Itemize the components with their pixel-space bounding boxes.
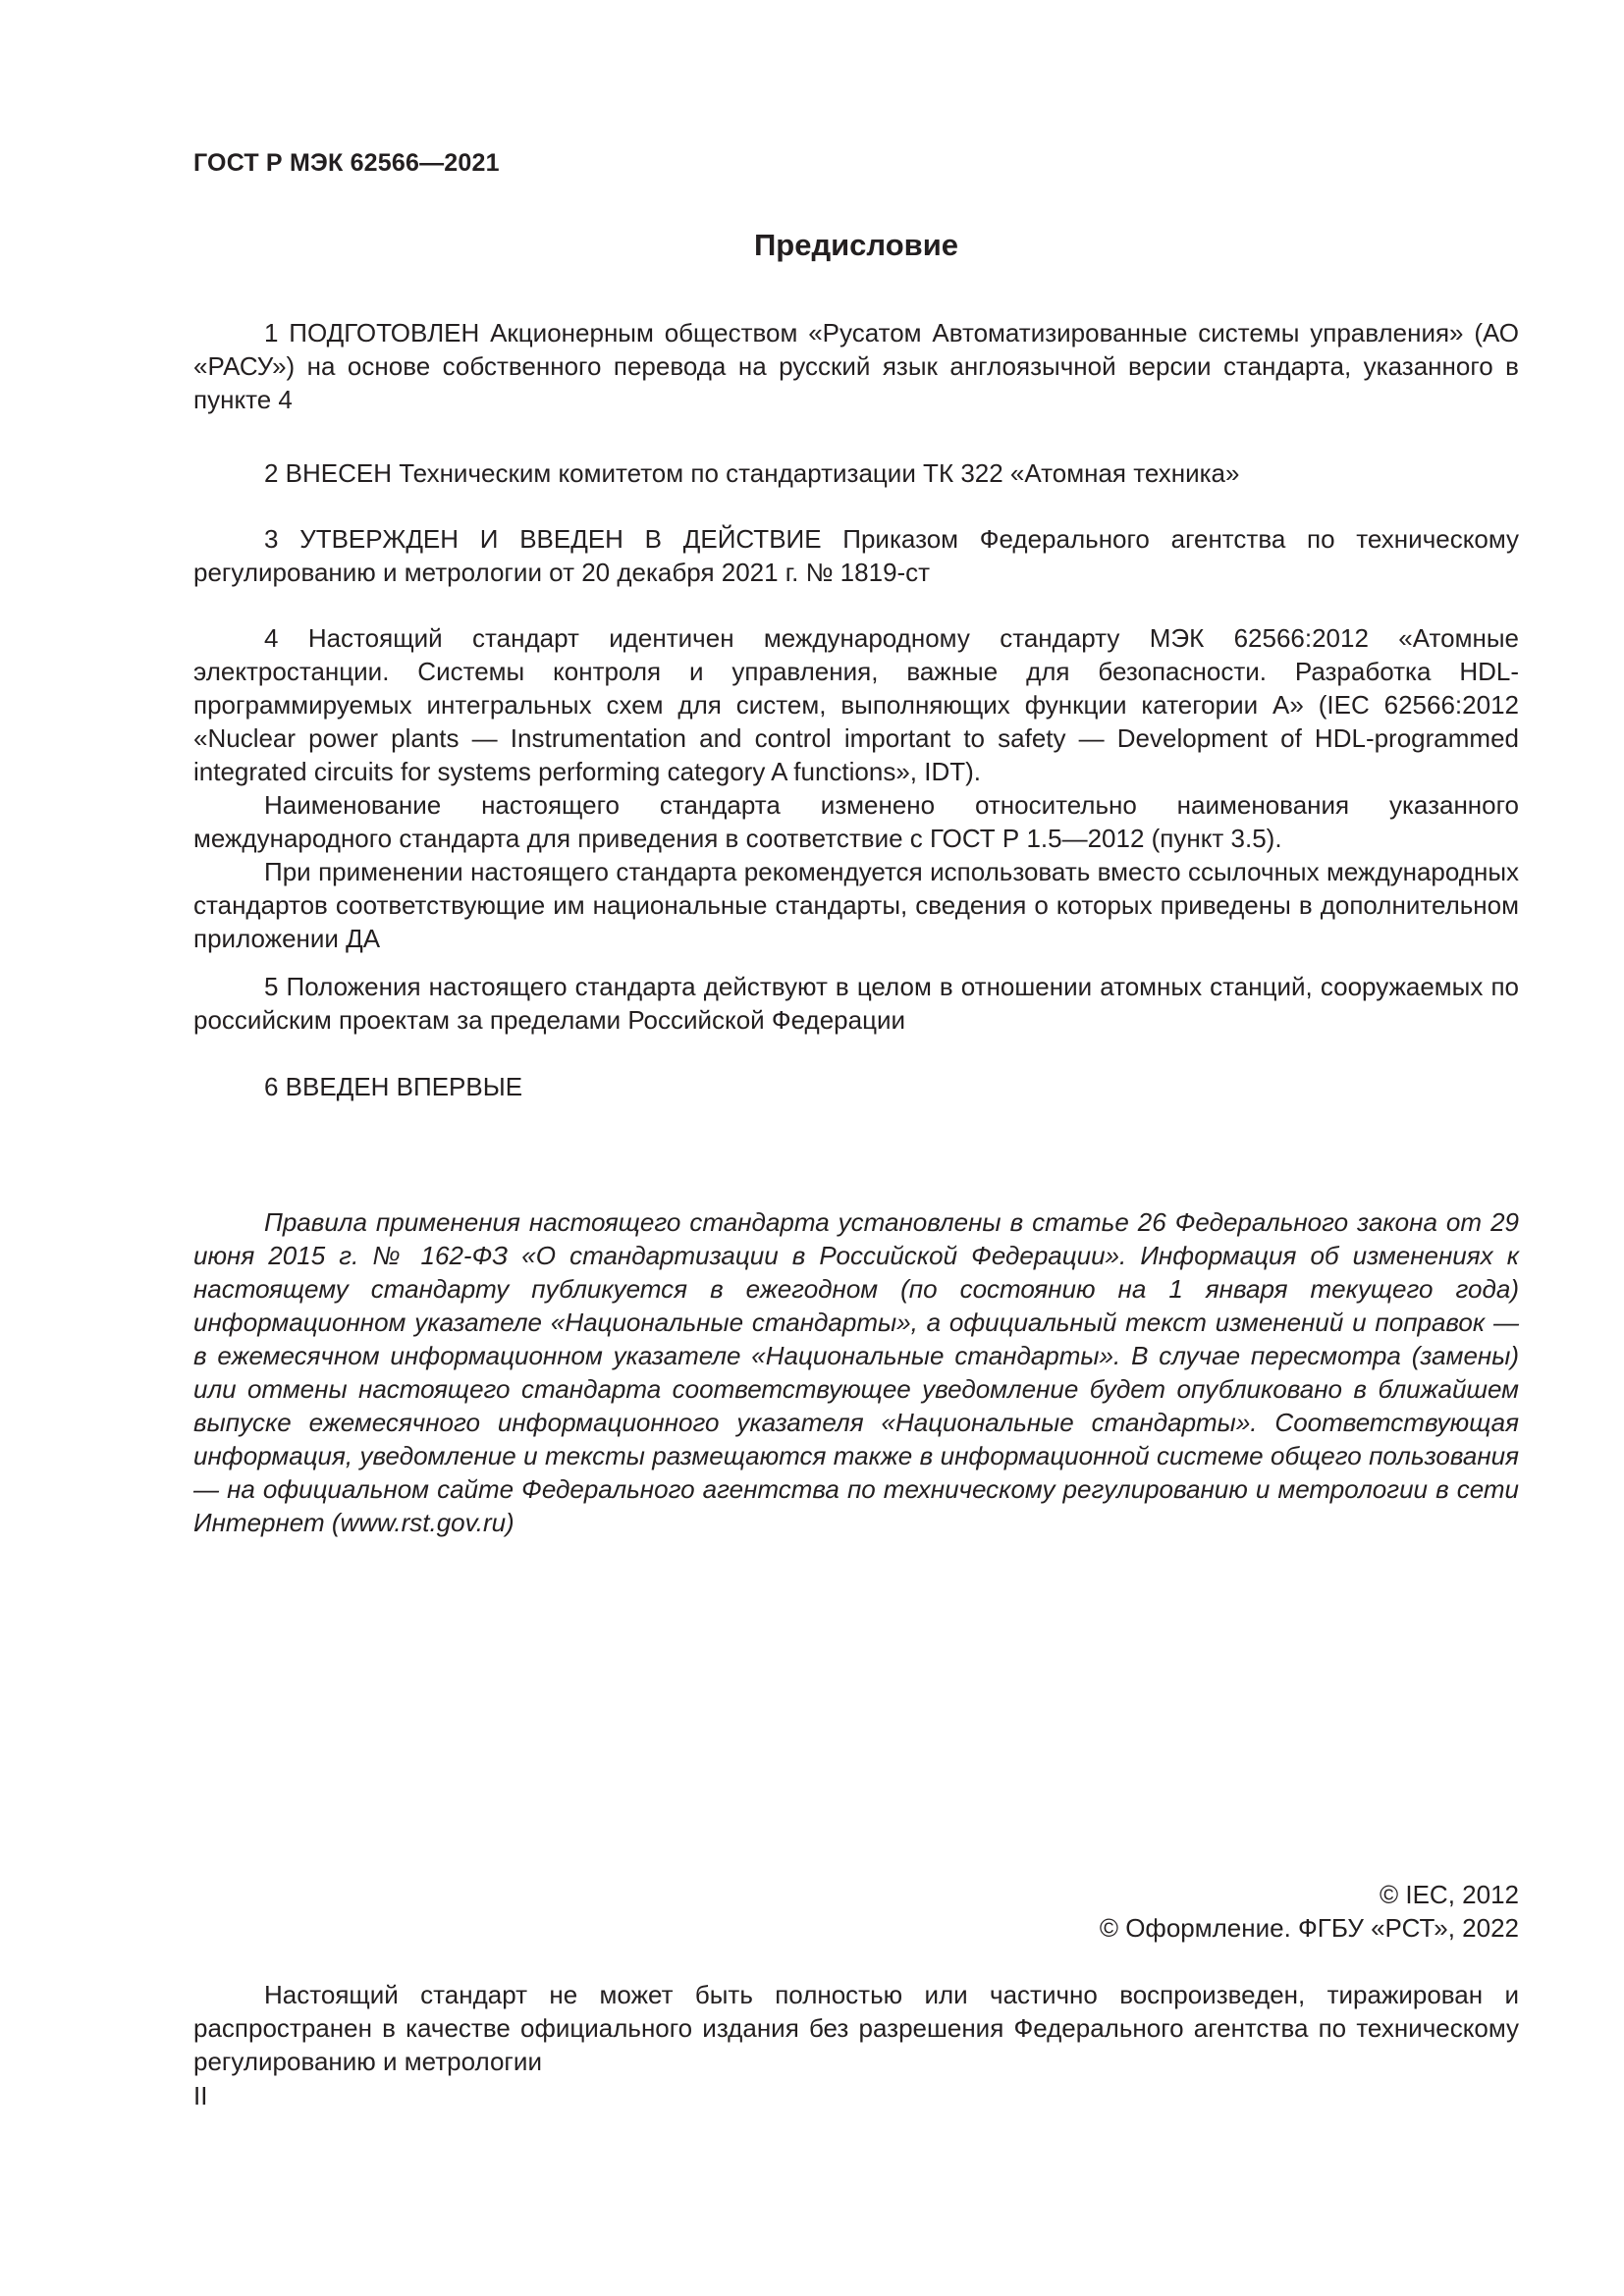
page-number: II [193, 2081, 208, 2110]
foreword-item-5-text: 5 Положения настоящего стандарта действуют в целом в отношении атомных станций, сооружаемых по российским проектам за пределами Российской Федерации [193, 972, 1519, 1035]
document-page [193, 0, 1519, 2296]
reproduction-notice: Настоящий стандарт не может быть полностью или частично воспроизведен, тиражирован и распространен в качестве официального издания без разрешения Федерального агентства по техническому регулированию и метрологии [193, 1980, 1519, 2076]
foreword-item-4 [193, 621, 1519, 955]
foreword-item-2-text: 2 ВНЕСЕН Техническим комитетом по стандартизации ТК 322 «Атомная техника» [264, 458, 1240, 488]
foreword-item-1 [193, 316, 1519, 416]
foreword-item-4-paragraph: 4 Настоящий стандарт идентичен международному стандарту МЭК 62566:2012 «Атомные электростанции. Системы контроля и управления, важные для безопасности. Разработка HDL-программируемых интегральных схем для систем, выполняющих функции категории А» (IEC 62566:2012 «Nuclear power plants — Instrumentation and control important to safety — Development of HDL-programmed integrated circuits for systems performing category A functions», IDT). [193, 623, 1519, 786]
foreword-item-1-text: 1 ПОДГОТОВЛЕН Акционерным обществом «Русатом Автоматизированные системы управления» (АО «РАСУ») на основе собственного перевода на русский язык англоязычной версии стандарта, указанного в пункте 4 [193, 318, 1519, 414]
page-title: Предисловие [753, 228, 958, 262]
copyright-block [1100, 1878, 1519, 1945]
foreword-item-6-text: 6 ВВЕДЕН ВПЕРВЫЕ [264, 1072, 523, 1101]
foreword-item-4-paragraph: Наименование настоящего стандарта изменено относительно наименования указанного международного стандарта для приведения в соответствие с ГОСТ Р 1.5—2012 (пункт 3.5). [193, 790, 1519, 853]
foreword-item-3 [193, 522, 1519, 589]
copyright-iec: © IEC, 2012 [1379, 1880, 1519, 1909]
document-designation: ГОСТ Р МЭК 62566—2021 [193, 149, 500, 177]
foreword-item-4-paragraph: При применении настоящего стандарта рекомендуется использовать вместо ссылочных международных стандартов соответствующие им национальные стандарты, сведения о которых приведены в дополнительном приложении ДА [193, 857, 1519, 953]
foreword-item-3-text: 3 УТВЕРЖДЕН И ВВЕДЕН В ДЕЙСТВИЕ Приказом Федерального агентства по техническому регулированию и метрологии от 20 декабря 2021 г. № 1819-ст [193, 524, 1519, 587]
copyright-design: © Оформление. ФГБУ «РСТ», 2022 [1099, 1913, 1519, 1943]
application-rules-notice: Правила применения настоящего стандарта установлены в статье 26 Федерального закона от 29 июня 2015 г. № 162-ФЗ «О стандартизации в Российской Федерации». Информация об изменениях к настоящему стандарту публикуется в ежегодном (по состоянию на 1 января текущего года) информационном указателе «Национальные стандарты», а официальный текст изменений и поправок — в ежемесячном информационном указателе «Национальные стандарты». В случае пересмотра (замены) или отмены настоящего стандарта соответствующее уведомление будет опубликовано в ближайшем выпуске ежемесячного информационного указателя «Национальные стандарты». Соответствующая информация, уведомление и тексты размещаются также в информационной системе общего пользования — на официальном сайте Федерального агентства по техническому регулированию и метрологии в сети Интернет (www.rst.gov.ru) [193, 1207, 1519, 1537]
foreword-item-6 [193, 1070, 1519, 1103]
foreword-item-2 [193, 456, 1519, 490]
foreword-item-5 [193, 970, 1519, 1037]
